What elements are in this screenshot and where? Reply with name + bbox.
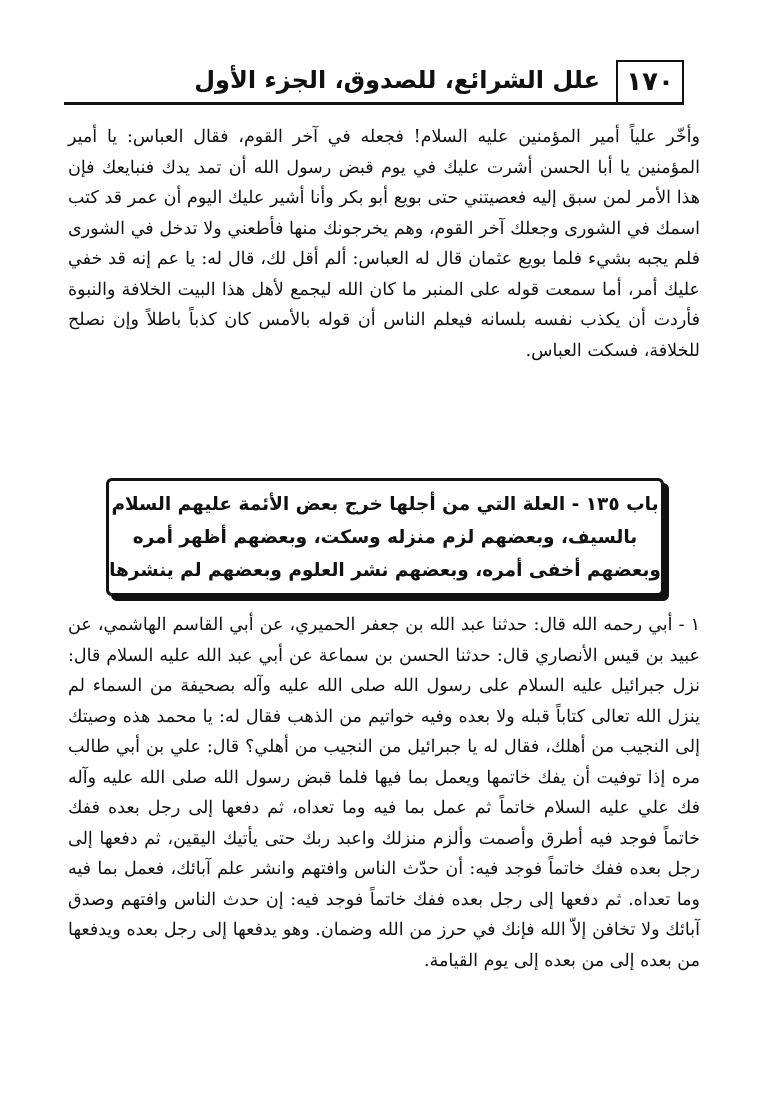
- page-header: [64, 58, 684, 104]
- chapter-heading-box: [106, 478, 664, 596]
- paragraph-2: ١ - أبي رحمه الله قال: حدثنا عبد الله بن جعفر الحميري، عن أبي القاسم الهاشمي، عن عبيد بن قيس الأنصاري قال: حدثنا الحسن بن سماعة عن أبي عبد الله عليه السلام قال: نزل جبرائيل عليه السلام على رسول الله صلى الله عليه وآله بصحيفة من السماء لم ينزل الله تعالى كتاباً قبله ولا بعده وفيه خواتيم من الذهب فقال له: يا محمد هذه وصيتك إلى النجيب من أهلك، فقال له يا جبرائيل من النجيب من أهلي؟ قال: علي بن أبي طالب مره إذا توفيت أن يفك خاتمها ويعمل بما فيها فلما قبض رسول الله صلى الله عليه وآله فك علي عليه السلام خاتماً ثم عمل بما فيه وما تعداه، ثم دفعها إلى رجل بعده ففك خاتماً فوجد فيه أطرق وأصمت وألزم منزلك واعبد ربك حتى يأتيك اليقين، ثم دفعها إلى رجل بعده ففك خاتماً فوجد فيه: أن حدّث الناس وافتهم وانشر علم آبائك، فعمل بما فيه وما تعداه. ثم دفعها إلى رجل بعده ففك خاتماً فوجد فيه: إن حدث الناس وافتهم وصدق آبائك ولا تخافن إلاّ الله فإنك في حرز من الله وضمان. وهو يدفعها إلى رجل بعده ويدفعها من بعده إلى من بعده إلى يوم القيامة.: [68, 615, 700, 971]
- chapter-heading-line-3: وبعضهم أخفى أمره، وبعضهم نشر العلوم وبعضهم لم ينشرها: [109, 559, 661, 581]
- chapter-heading-line-2: بالسيف، وبعضهم لزم منزله وسكت، وبعضهم أظهر أمره: [132, 526, 638, 548]
- header-rule: [64, 102, 684, 105]
- page-number: ١٧٠: [616, 60, 684, 104]
- paragraph-1: وأخّر علياً أمير المؤمنين عليه السلام! فجعله في آخر القوم، فقال العباس: يا أمير المؤمنين يا أبا الحسن أشرت عليك في يوم قبض رسول الله أن تمد يدك فنبايعك فإن هذا الأمر لمن سبق إليه فعصيتني حتى بويع أبو بكر وأنا أشير عليك اليوم أن عمر قد كتب اسمك في الشورى وجعلك آخر القوم، وهم يخرجونك منها فأطعني ولا تدخل في الشورى فلم يجبه بشيء فلما بويع عثمان قال له العباس: ألم أقل لك، قال له: يا عم إنه قد خفي عليك أمر، أما سمعت قوله على المنبر ما كان الله ليجمع لأهل هذا البيت الخلافة والنبوة فأردت أن يكذب نفسه بلسانه فيعلم الناس أن قوله بالأمس كان كذباً باطلاً وإن نصلح للخلافة، فسكت العباس.: [68, 127, 700, 361]
- chapter-heading-line-1: باب ١٣٥ - العلة التي من أجلها خرج بعض الأئمة عليهم السلام: [111, 493, 659, 515]
- book-title: علل الشرائع، للصدوق، الجزء الأول: [194, 66, 600, 94]
